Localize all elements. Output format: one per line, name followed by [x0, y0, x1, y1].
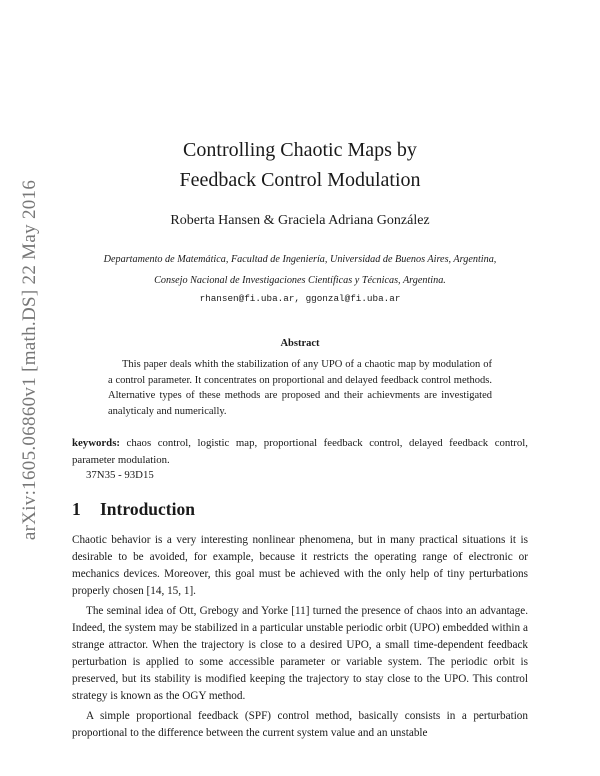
paper-page [72, 0, 528, 742]
keywords [72, 435, 528, 468]
title-line-1: Controlling Chaotic Maps by [183, 139, 417, 161]
paragraph: A simple proportional feedback (SPF) control method, basically consists in a perturbation proportional to the difference between the current system value and an unstable [72, 710, 528, 739]
section-number: 1 [72, 499, 81, 519]
abstract-text: This paper deals whith the stabilization of any UPO of a chaotic map by modulation of a control parameter. It concentrates on proportional and delayed feedback control methods. Alternative types of these methods are proposed and their achievments are investigated analyticaly and numerically. [108, 359, 492, 417]
paragraph: The seminal idea of Ott, Grebogy and Yorke [11] turned the presence of chaos into an advantage. Indeed, the system may be stabilized in a particular unstable periodic orbit (UPO) embedded within a strange attractor. When the trajectory is close to a desired UPO, a small time-dependent feedback perturbation is applied to some accessible parameter or variable system. The periodic orbit is preserved, but its stability is modified keeping the trajectory to stay close to the UPO. This control strategy is known as the OGY method. [72, 605, 528, 702]
authors: Roberta Hansen & Graciela Adriana González [170, 213, 430, 228]
section-heading [72, 499, 528, 520]
keywords-label: keywords: [72, 437, 120, 449]
affiliation-line-2: Consejo Nacional de Investigaciones Científicas y Técnicas, Argentina. [154, 275, 446, 286]
emails: rhansen@fi.uba.ar, ggonzal@fi.uba.ar [199, 293, 401, 304]
paper-title [72, 135, 528, 195]
arxiv-stamp-text: arXiv:1605.06860v1 [math.DS] 22 May 2016 [19, 179, 40, 541]
paragraph: Chaotic behavior is a very interesting nonlinear phenomena, but in many practical situations it is desirable to be avoided, for example, because it restricts the operating range of electronic or mechanics devices. Moreover, this goal must be achieved with the only help of tiny perturbations properly chosen [14, 15, 1]. [72, 534, 528, 597]
arxiv-stamp [10, 170, 50, 550]
msc-codes: 37N35 - 93D15 [86, 469, 154, 481]
affiliation [72, 249, 528, 291]
affiliation-line-1: Departamento de Matemática, Facultad de Ingeniería, Universidad de Buenos Aires, Argentina, [103, 254, 497, 265]
title-line-2: Feedback Control Modulation [179, 169, 421, 191]
keywords-text: chaos control, logistic map, proportional feedback control, delayed feedback control, parameter modulation. [72, 437, 528, 466]
abstract-heading: Abstract [280, 338, 320, 349]
section-title: Introduction [100, 499, 195, 519]
